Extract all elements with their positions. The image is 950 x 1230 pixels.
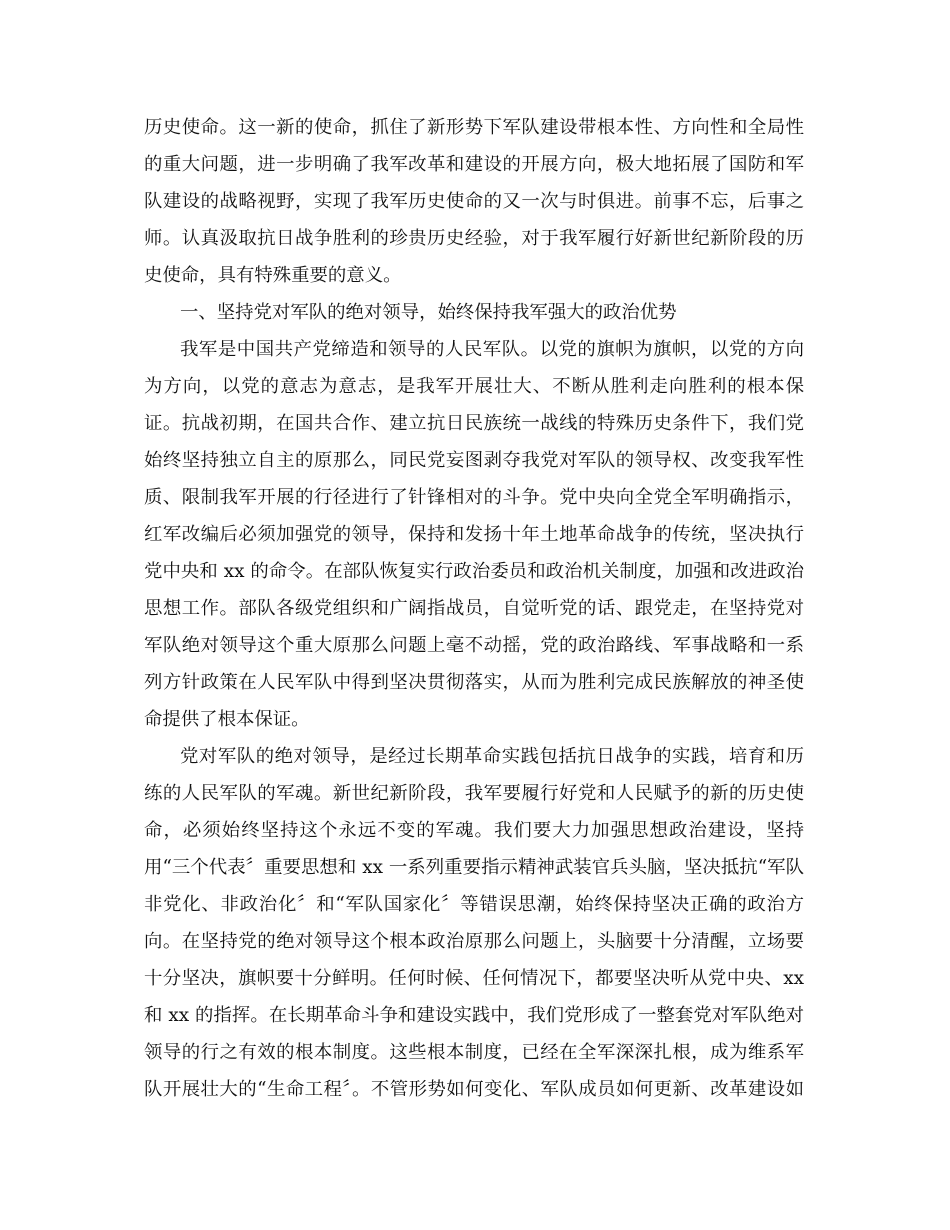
body-line: 思想工作。部队各级党组织和广阔指战员，自觉听党的话、跟党走，在坚持党对	[144, 598, 804, 619]
body-line: 用“三个代表〞重要思想和 xx 一系列重要指示精神武装官兵头脑，坚决抵抗“军队	[144, 857, 804, 878]
body-line: 史使命，具有特殊重要的意义。	[144, 265, 402, 286]
body-line: 非党化、非政治化〞和“军队国家化〞等错误思潮，始终保持坚决正确的政治方	[144, 894, 804, 915]
body-line: 我军是中国共产党缔造和领导的人民军队。以党的旗帜为旗帜，以党的方向	[180, 339, 804, 360]
body-line: 十分坚决，旗帜要十分鲜明。任何时候、任何情况下，都要坚决听从党中央、xx	[144, 968, 804, 989]
body-line: 始终坚持独立自主的原那么，同民党妄图剥夺我党对军队的领导权、改变我军性	[144, 450, 804, 471]
body-line: 红军改编后必须加强党的领导，保持和发扬十年土地革命战争的传统，坚决执行	[144, 524, 804, 545]
body-line: 党中央和 xx 的命令。在部队恢复实行政治委员和政治机关制度，加强和改进政治	[144, 561, 804, 582]
body-line: 和 xx 的指挥。在长期革命斗争和建设实践中，我们党形成了一整套党对军队绝对	[144, 1005, 804, 1026]
body-line: 历史使命。这一新的使命，抓住了新形势下军队建设带根本性、方向性和全局性	[144, 117, 804, 138]
body-line: 练的人民军队的军魂。新世纪新阶段，我军要履行好党和人民赋予的新的历史使	[144, 783, 804, 804]
body-line: 为方向，以党的意志为意志，是我军开展壮大、不断从胜利走向胜利的根本保	[144, 376, 804, 397]
body-line: 命提供了根本保证。	[144, 709, 310, 730]
body-line: 的重大问题，进一步明确了我军改革和建设的开展方向，极大地拓展了国防和军	[144, 154, 804, 175]
body-line: 队建设的战略视野，实现了我军历史使命的又一次与时俱进。前事不忘，后事之	[144, 191, 804, 212]
body-line: 列方针政策在人民军队中得到坚决贯彻落实，从而为胜利完成民族解放的神圣使	[144, 672, 804, 693]
body-line: 命，必须始终坚持这个永远不变的军魂。我们要大力加强思想政治建设，坚持	[144, 820, 804, 841]
body-line: 军队绝对领导这个重大原那么问题上毫不动摇，党的政治路线、军事战略和一系	[144, 635, 804, 656]
body-line: 队开展壮大的“生命工程〞。不管形势如何变化、军队成员如何更新、改革建设如	[144, 1079, 804, 1100]
body-line: 领导的行之有效的根本制度。这些根本制度，已经在全军深深扎根，成为维系军	[144, 1042, 804, 1063]
section-heading: 一、坚持党对军队的绝对领导，始终保持我军强大的政治优势	[180, 302, 677, 323]
body-line: 党对军队的绝对领导，是经过长期革命实践包括抗日战争的实践，培育和历	[180, 746, 804, 767]
body-line: 师。认真汲取抗日战争胜利的珍贵历史经验，对于我军履行好新世纪新阶段的历	[144, 228, 804, 249]
body-line: 证。抗战初期，在国共合作、建立抗日民族统一战线的特殊历史条件下，我们党	[144, 413, 804, 434]
body-line: 质、限制我军开展的行径进行了针锋相对的斗争。党中央向全党全军明确指示，	[144, 487, 804, 508]
body-line: 向。在坚持党的绝对领导这个根本政治原那么问题上，头脑要十分清醒，立场要	[144, 931, 804, 952]
